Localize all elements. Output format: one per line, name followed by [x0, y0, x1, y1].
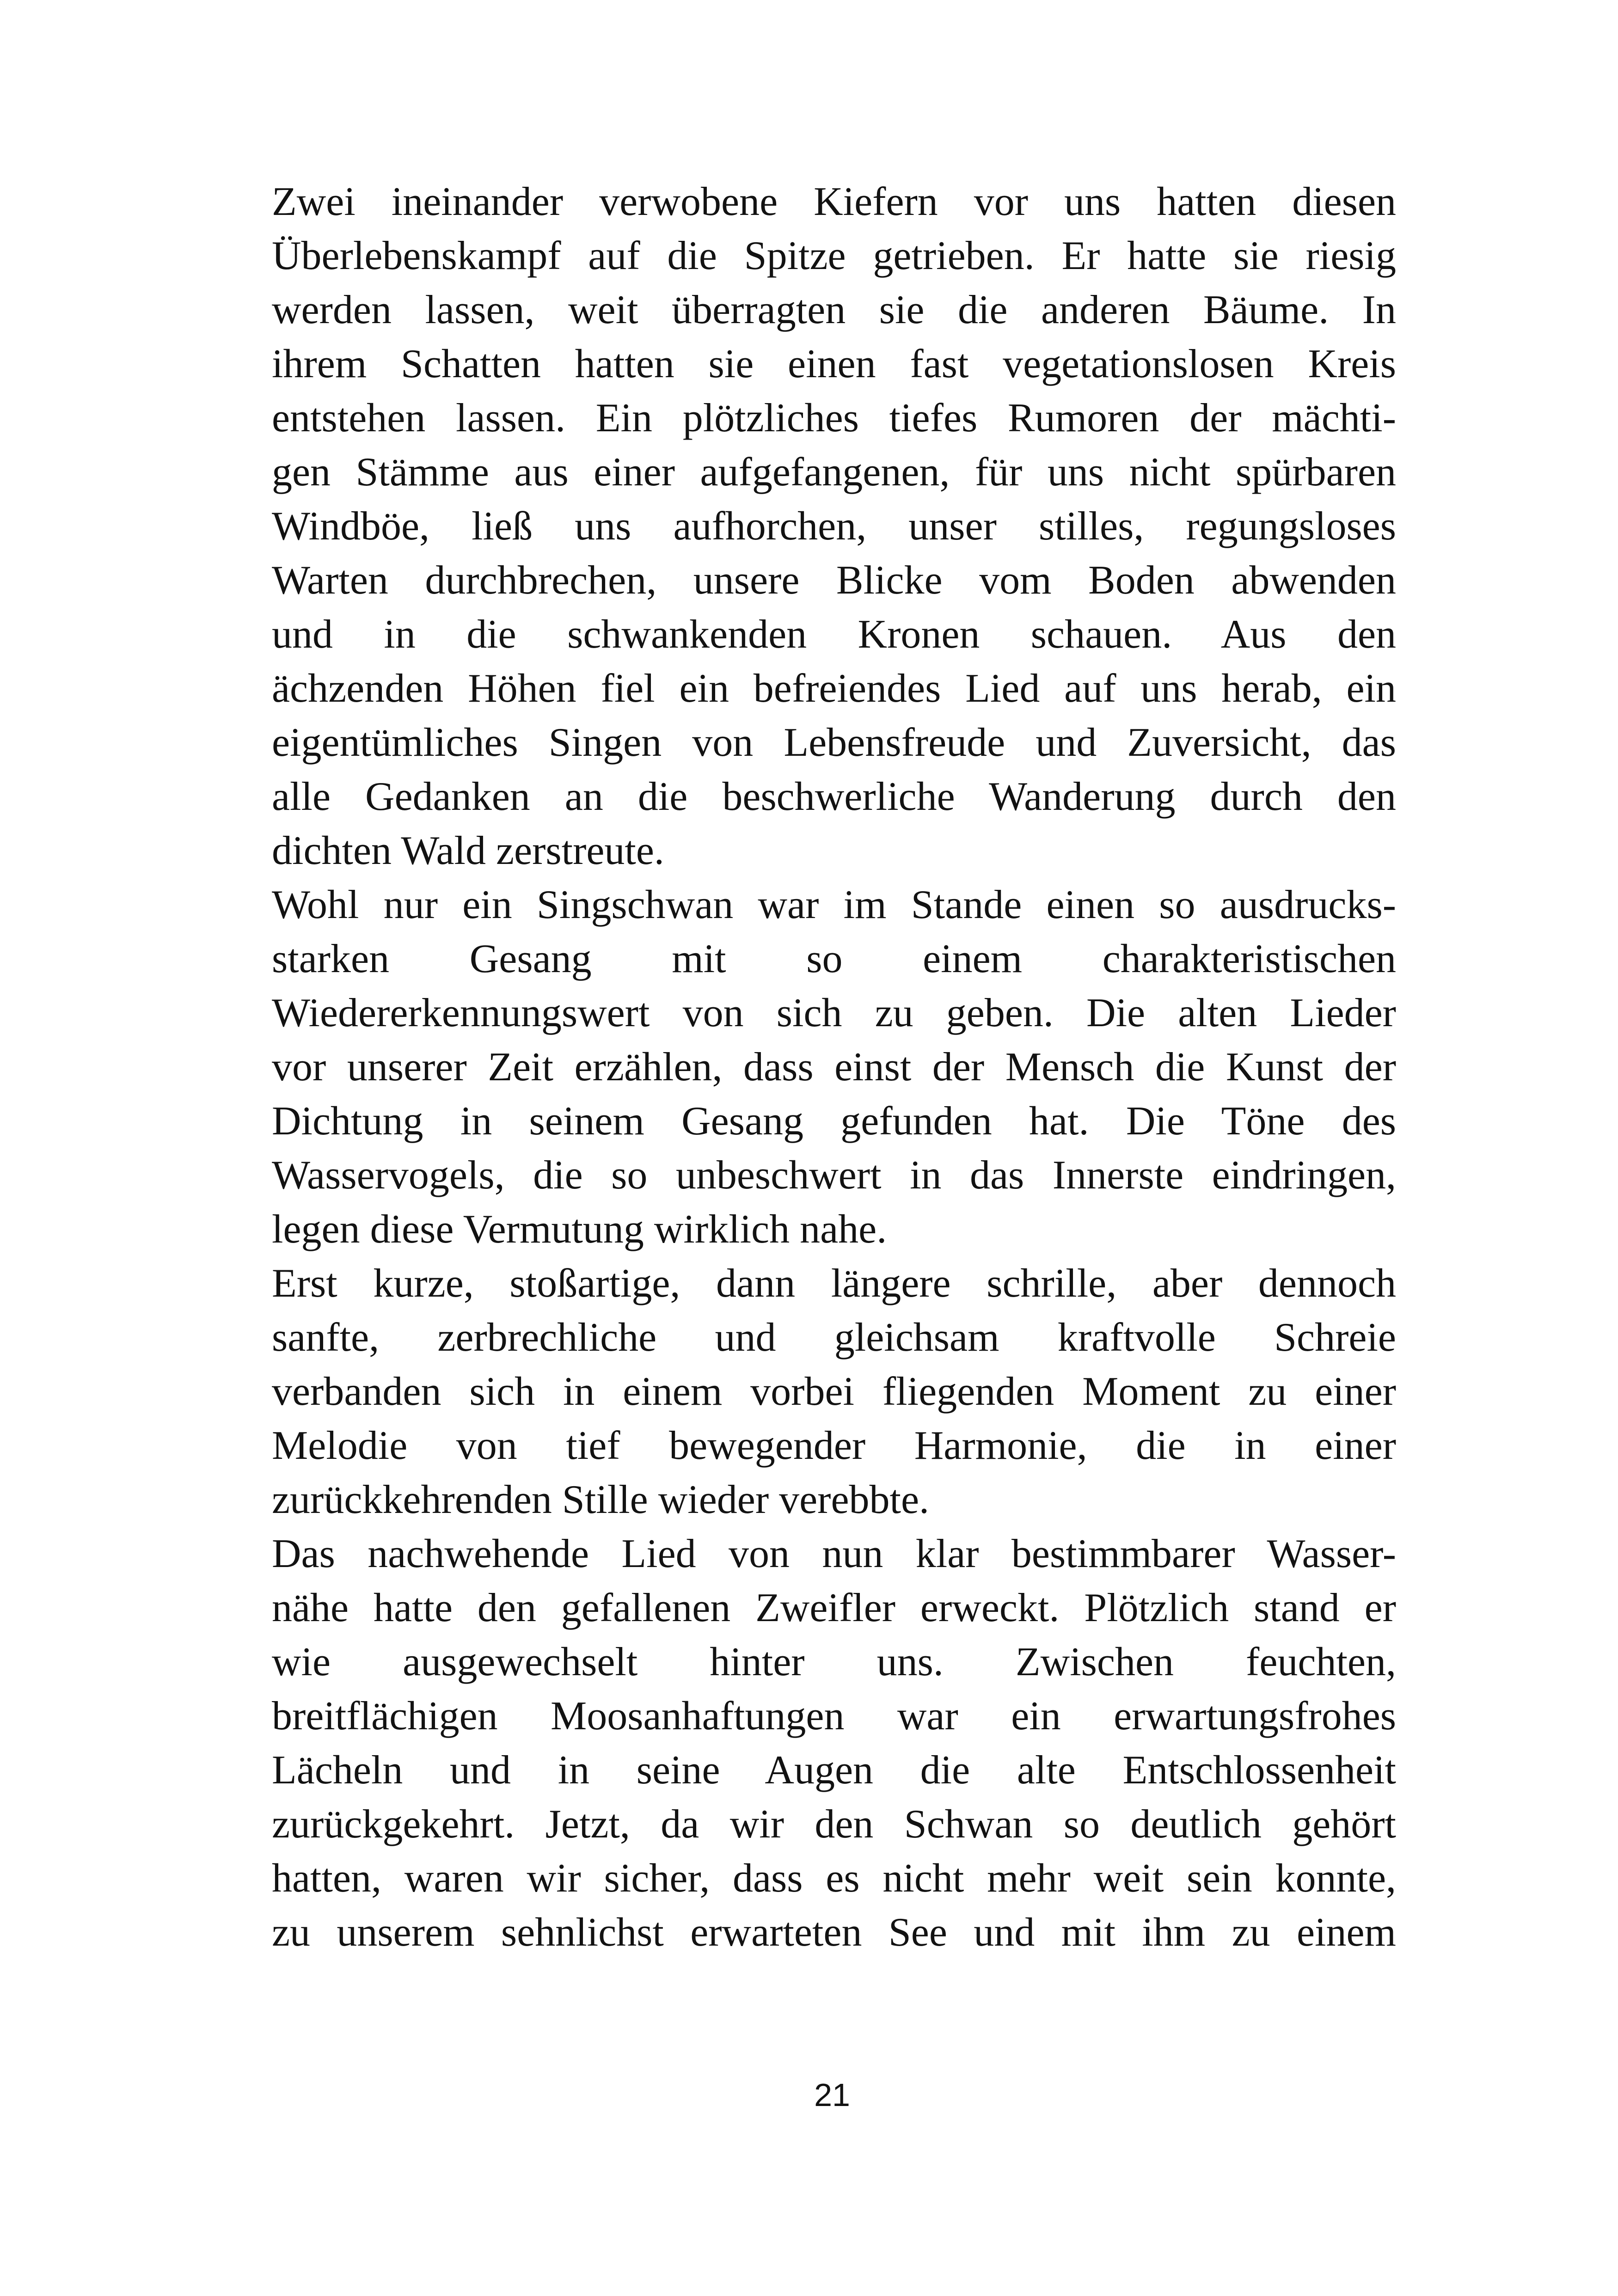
body-text [272, 175, 1396, 1959]
text-line: starken Gesang mit so einem charakteristischen [272, 937, 1396, 981]
paragraph [272, 1256, 1396, 1527]
text-line: ihrem Schatten hatten sie einen fast vegetationslosen Kreis [272, 342, 1396, 386]
text-line: Wiedererkennungswert von sich zu geben. Die alten Lieder [272, 991, 1396, 1035]
text-line: Überlebenskampf auf die Spitze getrieben. Er hatte sie riesig [272, 233, 1396, 278]
text-line: nähe hatte den gefallenen Zweifler erweckt. Plötzlich stand er [272, 1586, 1396, 1630]
text-line: Zwei ineinander verwobene Kiefern vor uns hatten diesen [272, 179, 1396, 224]
text-line: alle Gedanken an die beschwerliche Wanderung durch den [272, 774, 1396, 819]
paragraph [272, 1527, 1396, 1959]
text-line: verbanden sich in einem vorbei fliegenden Moment zu einer [272, 1369, 1396, 1414]
text-line: ächzenden Höhen fiel ein befreiendes Lied auf uns herab, ein [272, 666, 1396, 711]
text-line: Wasservogels, die so unbeschwert in das Innerste eindringen, [272, 1153, 1396, 1198]
text-line: Windböe, ließ uns aufhorchen, unser stilles, regungsloses [272, 504, 1396, 549]
text-line: Wohl nur ein Singschwan war im Stande einen so ausdrucks- [272, 882, 1396, 927]
text-line: legen diese Vermutung wirklich nahe. [272, 1207, 887, 1252]
text-line: zu unserem sehnlichst erwarteten See und mit ihm zu einem [272, 1910, 1396, 1955]
text-line: zurückgekehrt. Jetzt, da wir den Schwan so deutlich gehört [272, 1802, 1396, 1847]
text-line: Erst kurze, stoßartige, dann längere schrille, aber dennoch [272, 1261, 1396, 1306]
text-line: Warten durchbrechen, unsere Blicke vom Boden abwenden [272, 558, 1396, 603]
text-line: und in die schwankenden Kronen schauen. Aus den [272, 612, 1396, 657]
text-line: gen Stämme aus einer aufgefangenen, für uns nicht spürbaren [272, 450, 1396, 495]
paragraph [272, 878, 1396, 1256]
text-line: Dichtung in seinem Gesang gefunden hat. Die Töne des [272, 1099, 1396, 1144]
text-line: sanfte, zerbrechliche und gleichsam kraftvolle Schreie [272, 1315, 1396, 1360]
text-line: werden lassen, weit überragten sie die anderen Bäume. In [272, 288, 1396, 332]
text-line: vor unserer Zeit erzählen, dass einst der Mensch die Kunst der [272, 1045, 1396, 1090]
text-line: hatten, waren wir sicher, dass es nicht mehr weit sein konnte, [272, 1856, 1396, 1901]
text-line: Das nachwehende Lied von nun klar bestimmbarer Wasser- [272, 1531, 1396, 1576]
text-line: wie ausgewechselt hinter uns. Zwischen feuchten, [272, 1640, 1396, 1684]
page-number: 21 [814, 2077, 850, 2113]
text-line: Melodie von tief bewegender Harmonie, die in einer [272, 1423, 1396, 1468]
text-line: eigentümliches Singen von Lebensfreude und Zuversicht, das [272, 720, 1396, 765]
text-line: dichten Wald zerstreute. [272, 828, 664, 873]
text-line: entstehen lassen. Ein plötzliches tiefes Rumoren der mächti- [272, 396, 1396, 441]
paragraph [272, 175, 1396, 878]
text-line: Lächeln und in seine Augen die alte Entschlossenheit [272, 1748, 1396, 1793]
text-line: zurückkehrenden Stille wieder verebbte. [272, 1477, 930, 1522]
text-line: breitflächigen Moosanhaftungen war ein erwartungsfrohes [272, 1694, 1396, 1739]
